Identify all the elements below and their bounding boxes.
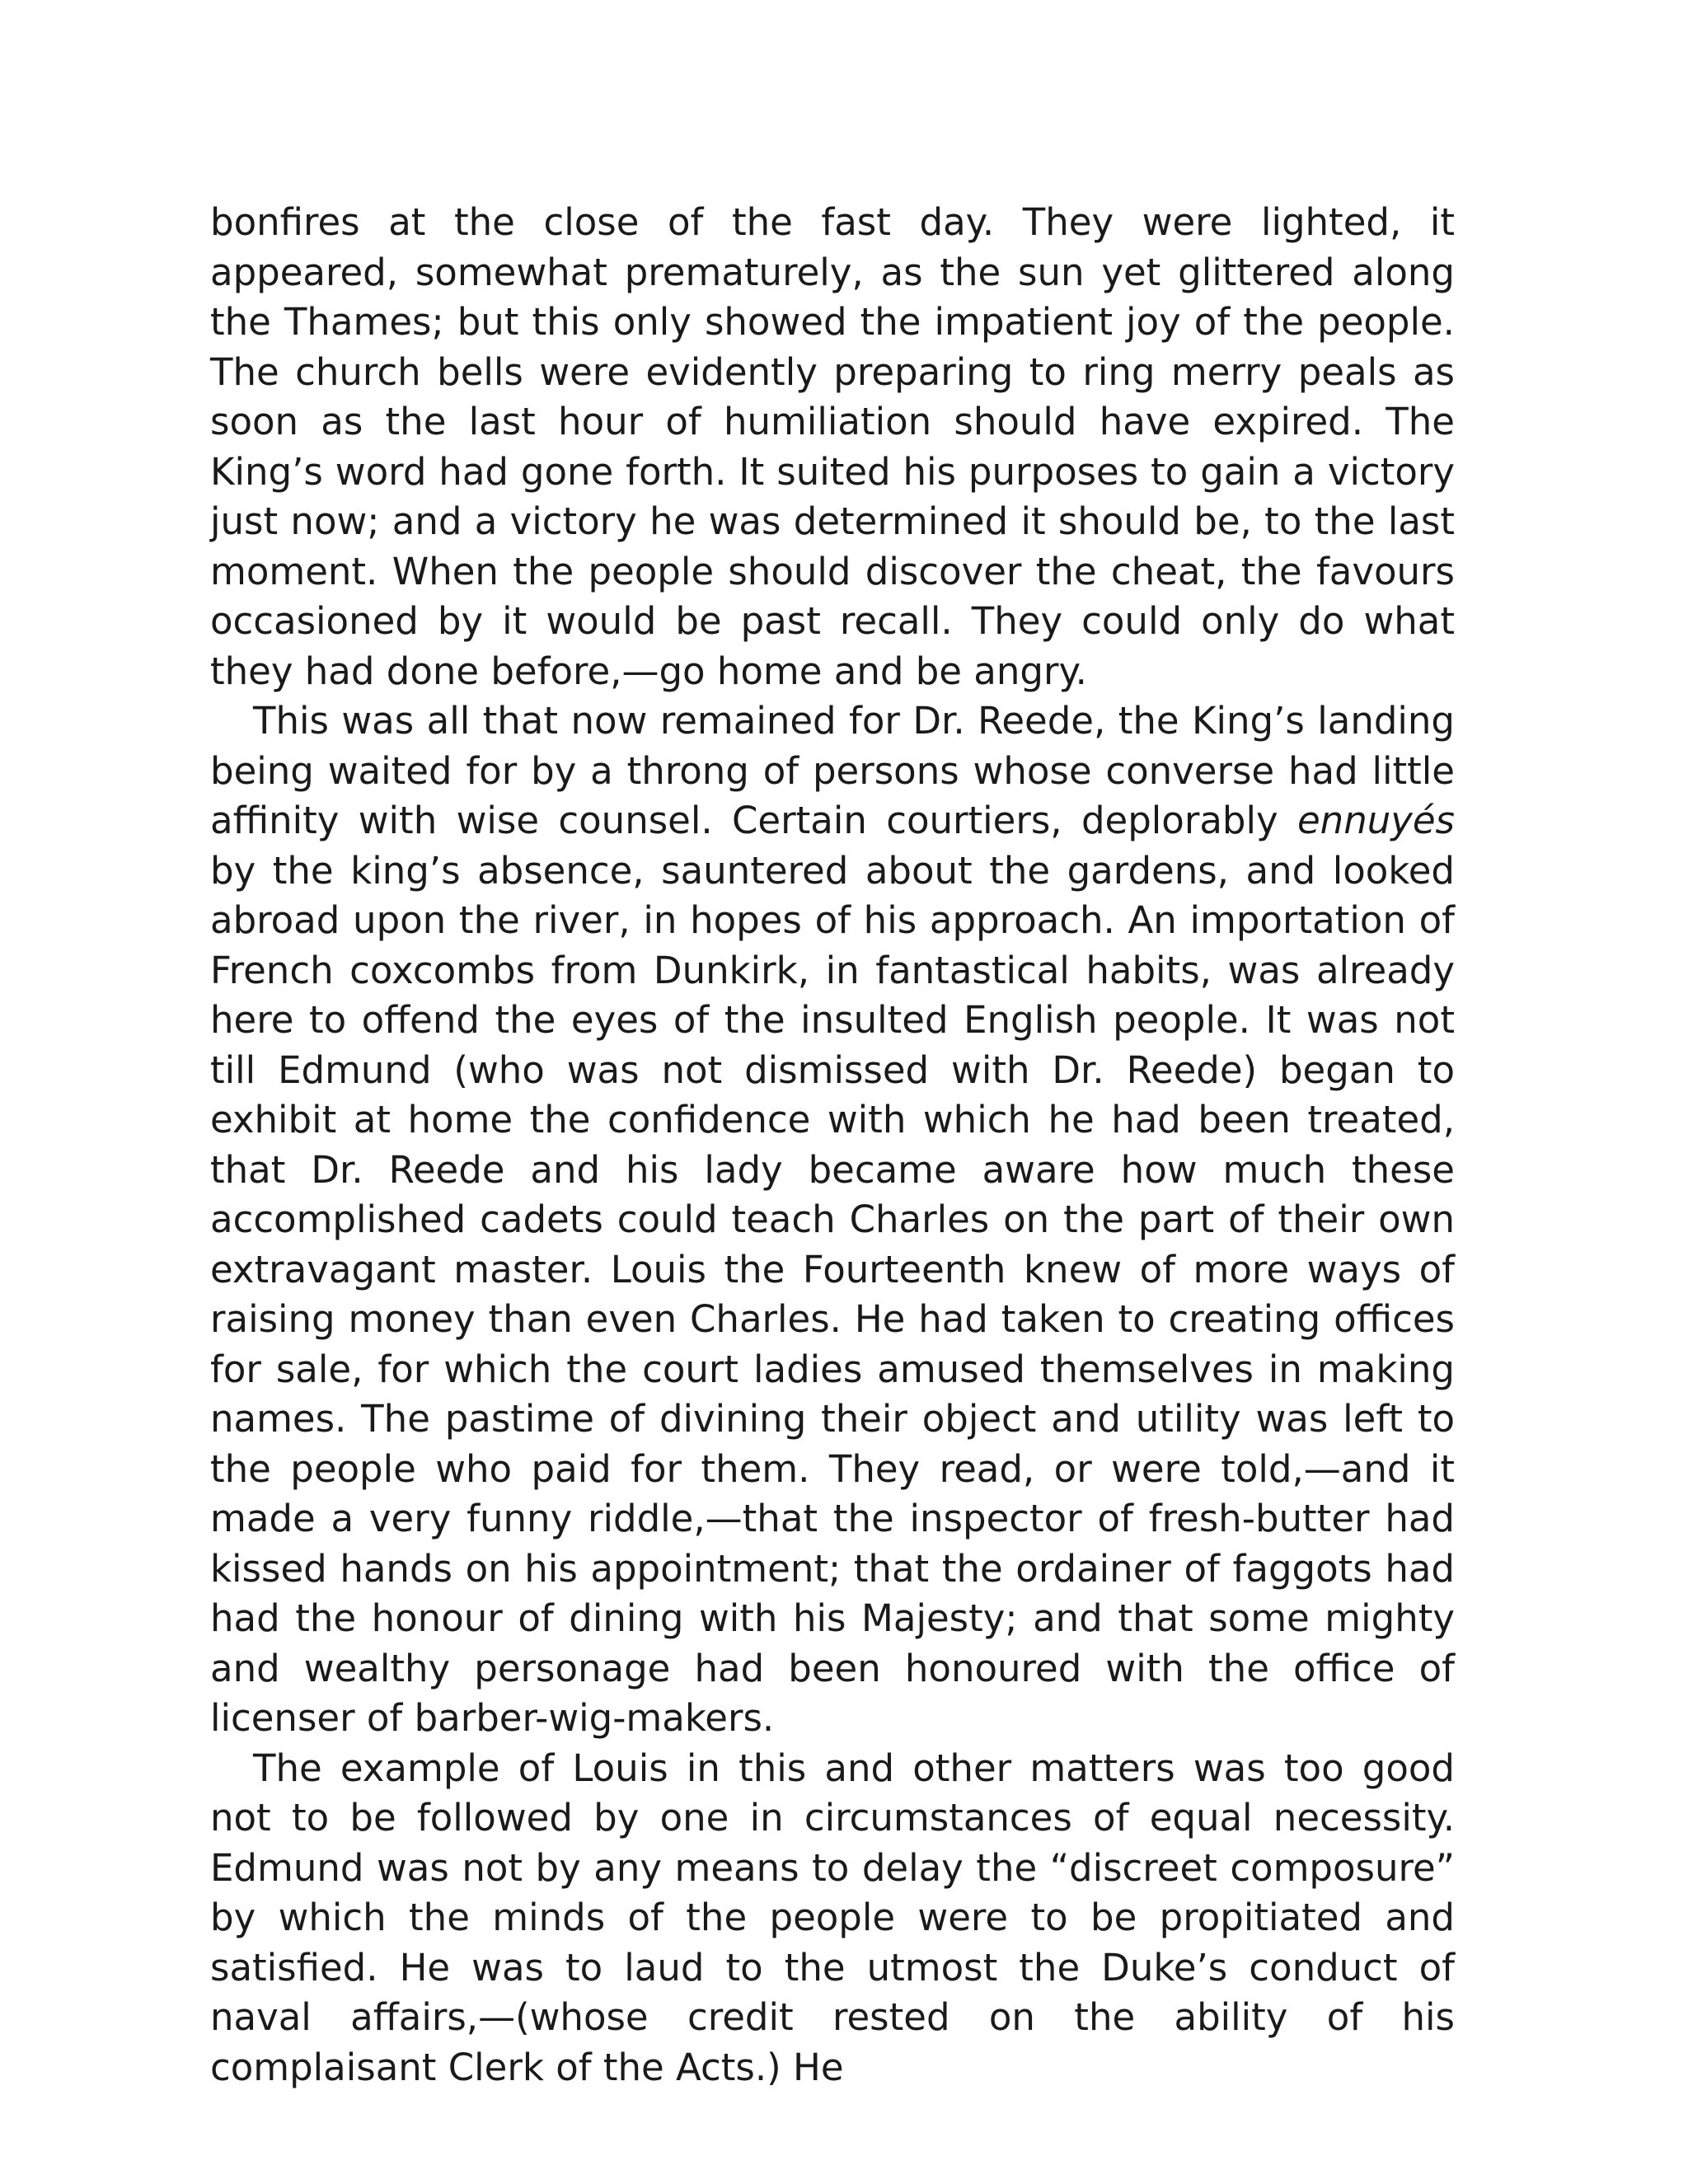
- paragraph-text: The example of Louis in this and other matters was too good not to be followed by one in circumstances of equal necessity. Edmund was not by any means to delay the “discreet composure” by which the minds of the people were to be propitiated and satisfied. He was to laud to the utmost the Duke’s conduct of naval affairs,—(whose credit rested on the ability of his complaisant Clerk of the Acts.) He: [210, 1746, 1455, 2089]
- paragraph-3: [210, 1744, 1455, 2093]
- paragraph-text: bonfires at the close of the fast day. They were lighted, it appeared, somewhat prematurely, as the sun yet glittered along the Thames; but this only showed the impatient joy of the people. The church bells were evidently preparing to ring merry peals as soon as the last hour of humiliation should have expired. The King’s word had gone forth. It suited his purposes to gain a victory just now; and a victory he was determined it should be, to the last moment. When the people should discover the cheat, the favours occasioned by it would be past recall. They could only do what they had done before,—go home and be angry.: [210, 200, 1455, 693]
- italic-word: ennuyés: [1296, 799, 1455, 842]
- paragraph-2: [210, 696, 1455, 1744]
- paragraph-text: by the king’s absence, sauntered about the gardens, and looked abroad upon the river, in hopes of his approach. An importation of French coxcombs from Dunkirk, in fantastical habits, was already here to offend the eyes of the insulted English people. It was not till Edmund (who was not dismissed with Dr. Reede) began to exhibit at home the confidence with which he had been treated, that Dr. Reede and his lady became aware how much these accomplished cadets could teach Charles on the part of their own extravagant master. Louis the Fourteenth knew of more ways of raising money than even Charles. He had taken to creating offices for sale, for which the court ladies amused themselves in making names. The pastime of divining their object and utility was left to the people who paid for them. They read, or were told,—and it made a very funny riddle,—that the inspector of fresh-butter had kissed hands on his appointment; that the ordainer of faggots had had the honour of dining with his Majesty; and that some mighty and wealthy personage had been honoured with the office of licenser of barber-wig-makers.: [210, 848, 1455, 1740]
- paragraph-1: [210, 198, 1455, 696]
- paragraph-text: This was all that now remained for Dr. Reede, the King’s landing being waited for by a throng of persons whose converse had little affinity with wise counsel. Certain courtiers, deplorably: [210, 699, 1455, 842]
- page-text: [210, 198, 1455, 2093]
